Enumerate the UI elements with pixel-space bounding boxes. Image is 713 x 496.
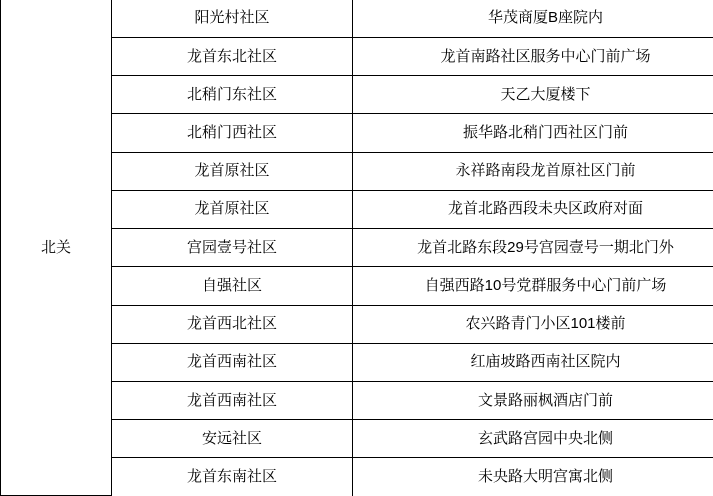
address-cell: 玄武路宫园中央北侧 — [353, 420, 713, 458]
table-body — [1, 0, 713, 496]
community-cell: 北稍门东社区 — [112, 76, 353, 114]
group-label-cell: 北关 — [1, 0, 112, 496]
community-cell: 龙首东北社区 — [112, 37, 353, 75]
address-cell: 龙首南路社区服务中心门前广场 — [353, 37, 713, 75]
address-cell: 天乙大厦楼下 — [353, 76, 713, 114]
address-cell: 永祥路南段龙首原社区门前 — [353, 152, 713, 190]
address-cell: 华茂商厦B座院内 — [353, 0, 713, 37]
community-cell: 龙首西南社区 — [112, 382, 353, 420]
community-cell: 安远社区 — [112, 420, 353, 458]
address-cell: 农兴路青门小区101楼前 — [353, 305, 713, 343]
address-cell: 自强西路10号党群服务中心门前广场 — [353, 267, 713, 305]
address-cell: 龙首北路西段未央区政府对面 — [353, 190, 713, 228]
community-cell: 阳光村社区 — [112, 0, 353, 37]
community-cell: 龙首西北社区 — [112, 305, 353, 343]
community-cell: 龙首东南社区 — [112, 458, 353, 496]
address-cell: 文景路丽枫酒店门前 — [353, 382, 713, 420]
community-cell: 自强社区 — [112, 267, 353, 305]
address-cell: 龙首北路东段29号宫园壹号一期北门外 — [353, 229, 713, 267]
community-cell: 龙首西南社区 — [112, 343, 353, 381]
community-cell: 龙首原社区 — [112, 190, 353, 228]
address-cell: 红庙坡路西南社区院内 — [353, 343, 713, 381]
address-cell: 未央路大明宫寓北侧 — [353, 458, 713, 496]
table-row — [1, 0, 713, 37]
community-cell: 宫园壹号社区 — [112, 229, 353, 267]
community-cell: 龙首原社区 — [112, 152, 353, 190]
address-cell: 振华路北稍门西社区门前 — [353, 114, 713, 152]
community-cell: 北稍门西社区 — [112, 114, 353, 152]
